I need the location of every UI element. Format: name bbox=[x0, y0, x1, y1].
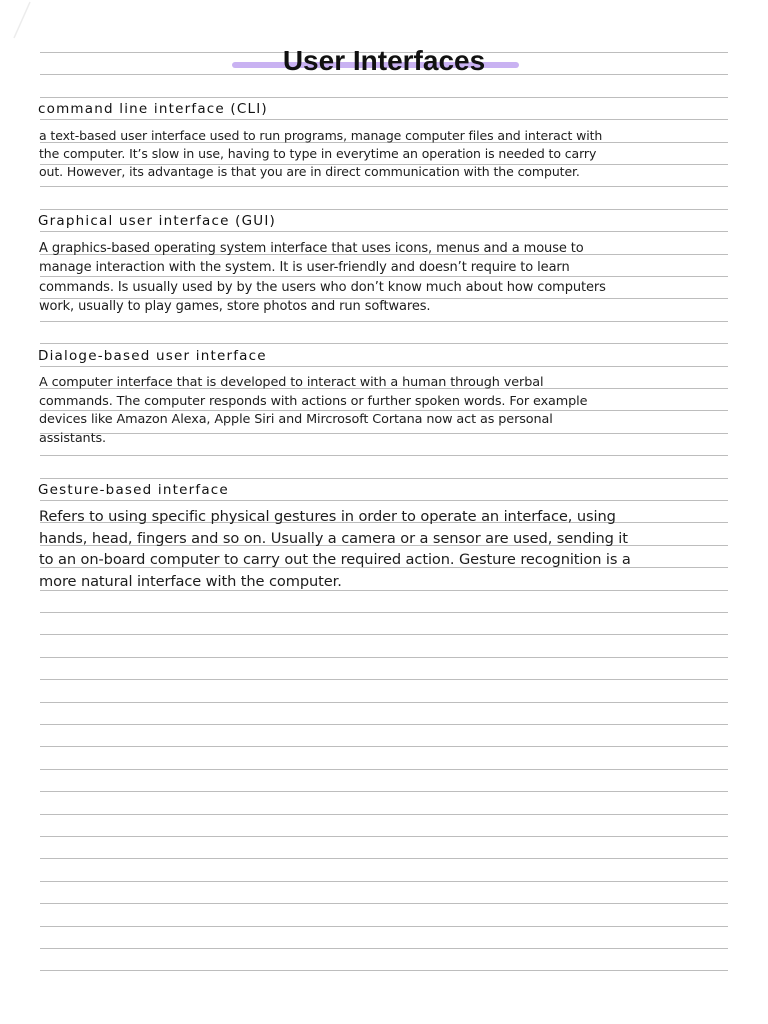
section-heading-dialogue-text: Dialoge-based user interface bbox=[38, 348, 267, 364]
ruled-line bbox=[40, 657, 728, 658]
ruled-line bbox=[40, 679, 728, 680]
section-heading-cli bbox=[38, 101, 268, 117]
section-heading-gui bbox=[38, 213, 276, 229]
ruled-line bbox=[40, 209, 728, 210]
section-body-cli: a text-based user interface used to run programs, manage computer files and interact with the computer. It’s slow in use, having to type in everytime an operation is needed to carry out. However, its advantage is that you are in direct communication with the computer. bbox=[39, 128, 603, 179]
ruled-line bbox=[40, 343, 728, 344]
section-body-gesture: Refers to using specific physical gestures in order to operate an interface, using hands, head, fingers and so on. Usually a camera or a sensor are used, sending it to an on-board computer to carry out the required action. Gesture recognition is a more natural interface with the computer. bbox=[39, 508, 631, 590]
ruled-line bbox=[40, 231, 728, 232]
section-heading-dialogue bbox=[38, 348, 267, 364]
section-body-dialogue: A computer interface that is developed to interact with a human through verbal commands. The computer responds with actions or further spoken words. For example devices like Amazon Alexa, Apple Siri and Mircrosoft Cortana now act as personal assistants. bbox=[39, 375, 588, 447]
ruled-line bbox=[40, 612, 728, 613]
ruled-line bbox=[40, 455, 728, 456]
ruled-line bbox=[40, 634, 728, 635]
ruled-line bbox=[40, 769, 728, 770]
ruled-line bbox=[40, 500, 728, 501]
ruled-line bbox=[40, 791, 728, 792]
ruled-line bbox=[40, 814, 728, 815]
ruled-line bbox=[40, 970, 728, 971]
ruled-line bbox=[40, 836, 728, 837]
ruled-line bbox=[40, 321, 728, 322]
ruled-line bbox=[40, 478, 728, 479]
section-heading-gesture-text: Gesture-based interface bbox=[38, 482, 229, 498]
ruled-line bbox=[40, 746, 728, 747]
ruled-line bbox=[40, 881, 728, 882]
title-area bbox=[0, 44, 768, 78]
ruled-line bbox=[40, 858, 728, 859]
ruled-line bbox=[40, 186, 728, 187]
ruled-line bbox=[40, 926, 728, 927]
section-body-gui: A graphics-based operating system interface that uses icons, menus and a mouse to manage interaction with the system. It is user-friendly and doesn’t require to learn commands. Is usually used by by the users who don’t know much about how computers work, usually to play games, store photos and run softwares. bbox=[39, 241, 606, 314]
section-heading-gui-text: Graphical user interface (GUI) bbox=[38, 213, 276, 229]
ruled-line bbox=[40, 948, 728, 949]
page-title: User Interfaces bbox=[282, 45, 486, 76]
ruled-line bbox=[40, 702, 728, 703]
ruled-line bbox=[40, 97, 728, 98]
ruled-line bbox=[40, 119, 728, 120]
section-heading-gesture bbox=[38, 482, 229, 498]
ruled-line bbox=[40, 724, 728, 725]
ruled-line bbox=[40, 903, 728, 904]
section-heading-cli-text: command line interface (CLI) bbox=[38, 101, 268, 117]
ruled-line bbox=[40, 366, 728, 367]
